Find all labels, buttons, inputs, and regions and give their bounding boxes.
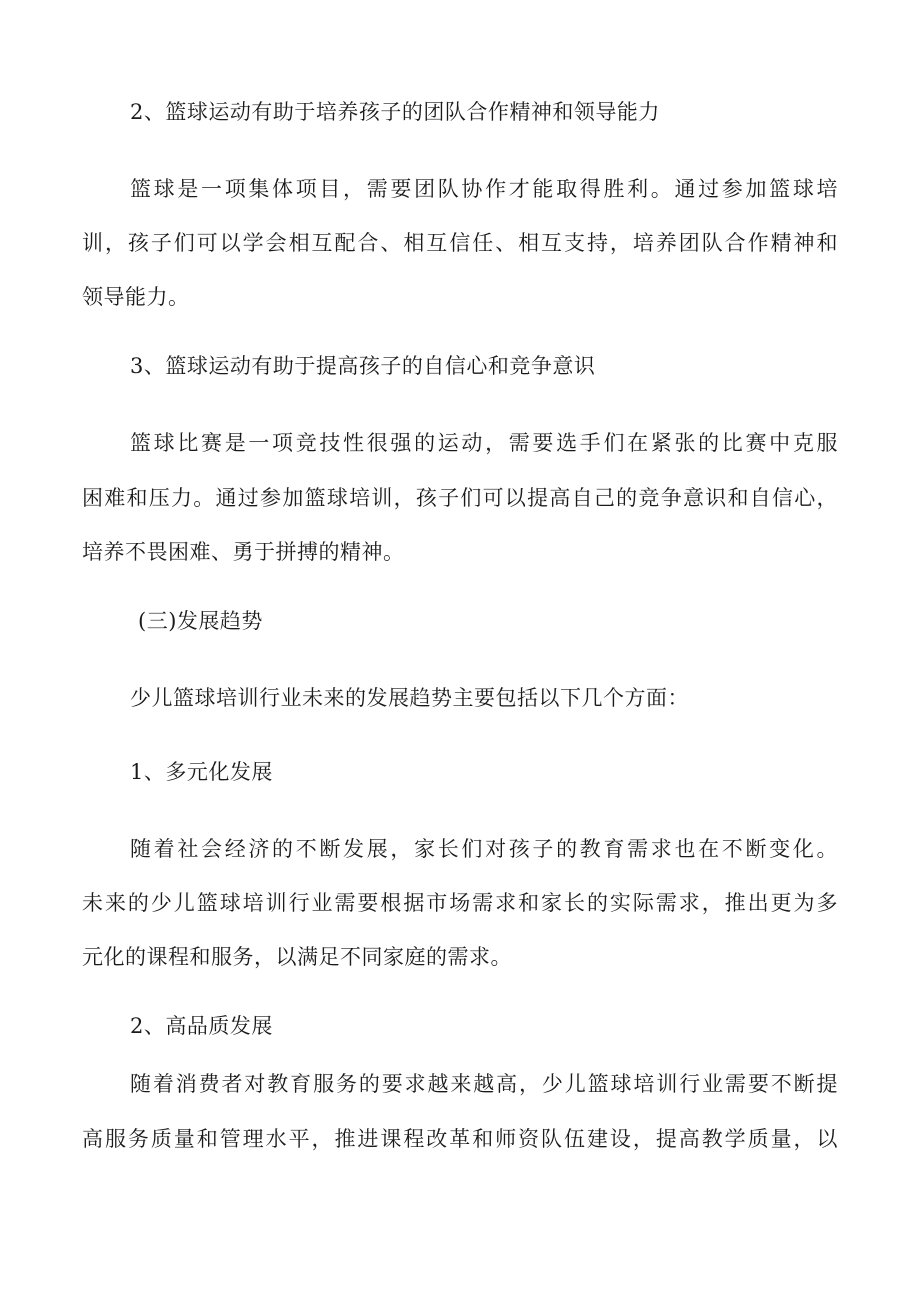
section-3-paragraph-line: 篮球比赛是一项竞技性很强的运动，需要选手们在紧张的比赛中克服 — [130, 431, 838, 455]
trend-2-heading: 2、高品质发展 — [130, 1014, 273, 1038]
trend-1-heading: 1、多元化发展 — [130, 760, 273, 784]
trend-2-paragraph-line: 高服务质量和管理水平，推进课程改革和师资队伍建设，提高教学质量，以 — [82, 1127, 838, 1151]
section-3-paragraph-line: 培养不畏困难、勇于拼搏的精神。 — [82, 540, 405, 564]
trend-intro: 少儿篮球培训行业未来的发展趋势主要包括以下几个方面： — [130, 686, 689, 710]
section-2-paragraph-line: 篮球是一项集体项目，需要团队协作才能取得胜利。通过参加篮球培 — [130, 177, 838, 201]
trend-section-heading: (三)发展趋势 — [138, 609, 263, 633]
trend-1-paragraph-line: 随着社会经济的不断发展，家长们对孩子的教育需求也在不断变化。 — [130, 837, 838, 861]
trend-1-paragraph-line: 元化的课程和服务，以满足不同家庭的需求。 — [82, 945, 512, 969]
section-3-paragraph-line: 困难和压力。通过参加篮球培训，孩子们可以提高自己的竞争意识和自信心， — [82, 486, 838, 510]
section-2-paragraph-line: 训，孩子们可以学会相互配合、相互信任、相互支持，培养团队合作精神和 — [82, 231, 838, 255]
section-3-heading: 3、篮球运动有助于提高孩子的自信心和竞争意识 — [130, 354, 596, 378]
section-2-heading: 2、篮球运动有助于培养孩子的团队合作精神和领导能力 — [130, 100, 660, 124]
section-2-paragraph-line: 领导能力。 — [82, 285, 190, 309]
trend-1-paragraph-line: 未来的少儿篮球培训行业需要根据市场需求和家长的实际需求，推出更为多 — [82, 891, 838, 915]
trend-2-paragraph-line: 随着消费者对教育服务的要求越来越高，少儿篮球培训行业需要不断提 — [130, 1072, 838, 1096]
